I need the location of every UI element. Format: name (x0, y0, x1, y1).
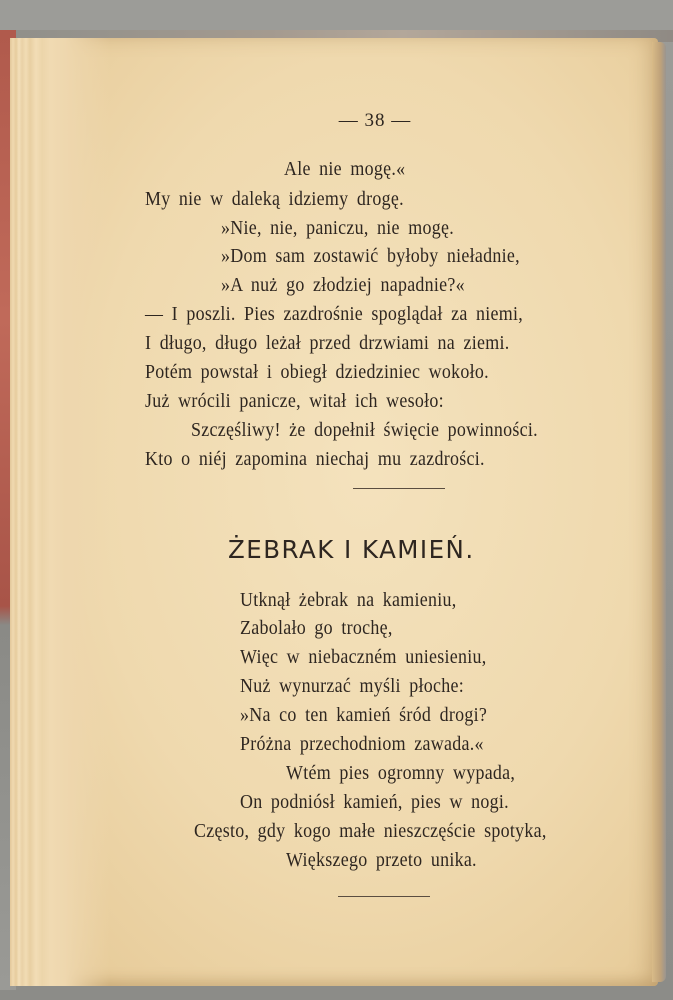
text-line: Ale nie mogę.« (284, 159, 406, 180)
text-line: — I poszli. Pies zazdrośnie spoglądał za niemi, (145, 304, 524, 325)
poem-title: ŻEBRAK I KAMIEŃ. (228, 535, 475, 564)
book-page (10, 38, 658, 986)
text-line: »Nie, nie, paniczu, nie mogę. (221, 218, 454, 239)
poem-line: Nuż wynurzać myśli płoche: (240, 676, 464, 697)
poem-line: Więc w niebaczném uniesieniu, (240, 647, 487, 668)
text-line: Kto o niéj zapomina niechaj mu zazdrości. (145, 449, 485, 470)
poem-line: Wtém pies ogromny wypada, (286, 763, 516, 784)
poem-line: On podniósł kamień, pies w nogi. (240, 792, 509, 813)
text-line: »Dom sam zostawić byłoby nieładnie, (221, 246, 520, 267)
section-divider-end (338, 896, 430, 897)
text-line: Już wrócili panicze, witał ich wesoło: (145, 391, 444, 412)
text-line: I długo, długo leżał przed drzwiami na ziemi. (145, 333, 510, 354)
section-divider (353, 488, 445, 489)
text-line: »A nuż go złodziej napadnie?« (221, 275, 465, 296)
poem-line: »Na co ten kamień śród drogi? (240, 705, 488, 726)
poem-line: Większego przeto unika. (286, 850, 477, 871)
poem-line: Zabolało go trochę, (240, 618, 393, 639)
text-line: Szczęśliwy! że dopełnił święcie powinności. (191, 420, 538, 441)
text-line: My nie w daleką idziemy drogę. (145, 189, 404, 210)
poem-line: Utknął żebrak na kamieniu, (240, 590, 457, 611)
page-number: — 38 — (338, 110, 412, 131)
poem-line: Próżna przechodniom zawada.« (240, 734, 484, 755)
text-line: Potém powstał i obiegł dziedziniec wokoło. (145, 362, 489, 383)
page-text (10, 38, 658, 986)
poem-line: Często, gdy kogo małe nieszczęście spotyka, (194, 821, 547, 842)
